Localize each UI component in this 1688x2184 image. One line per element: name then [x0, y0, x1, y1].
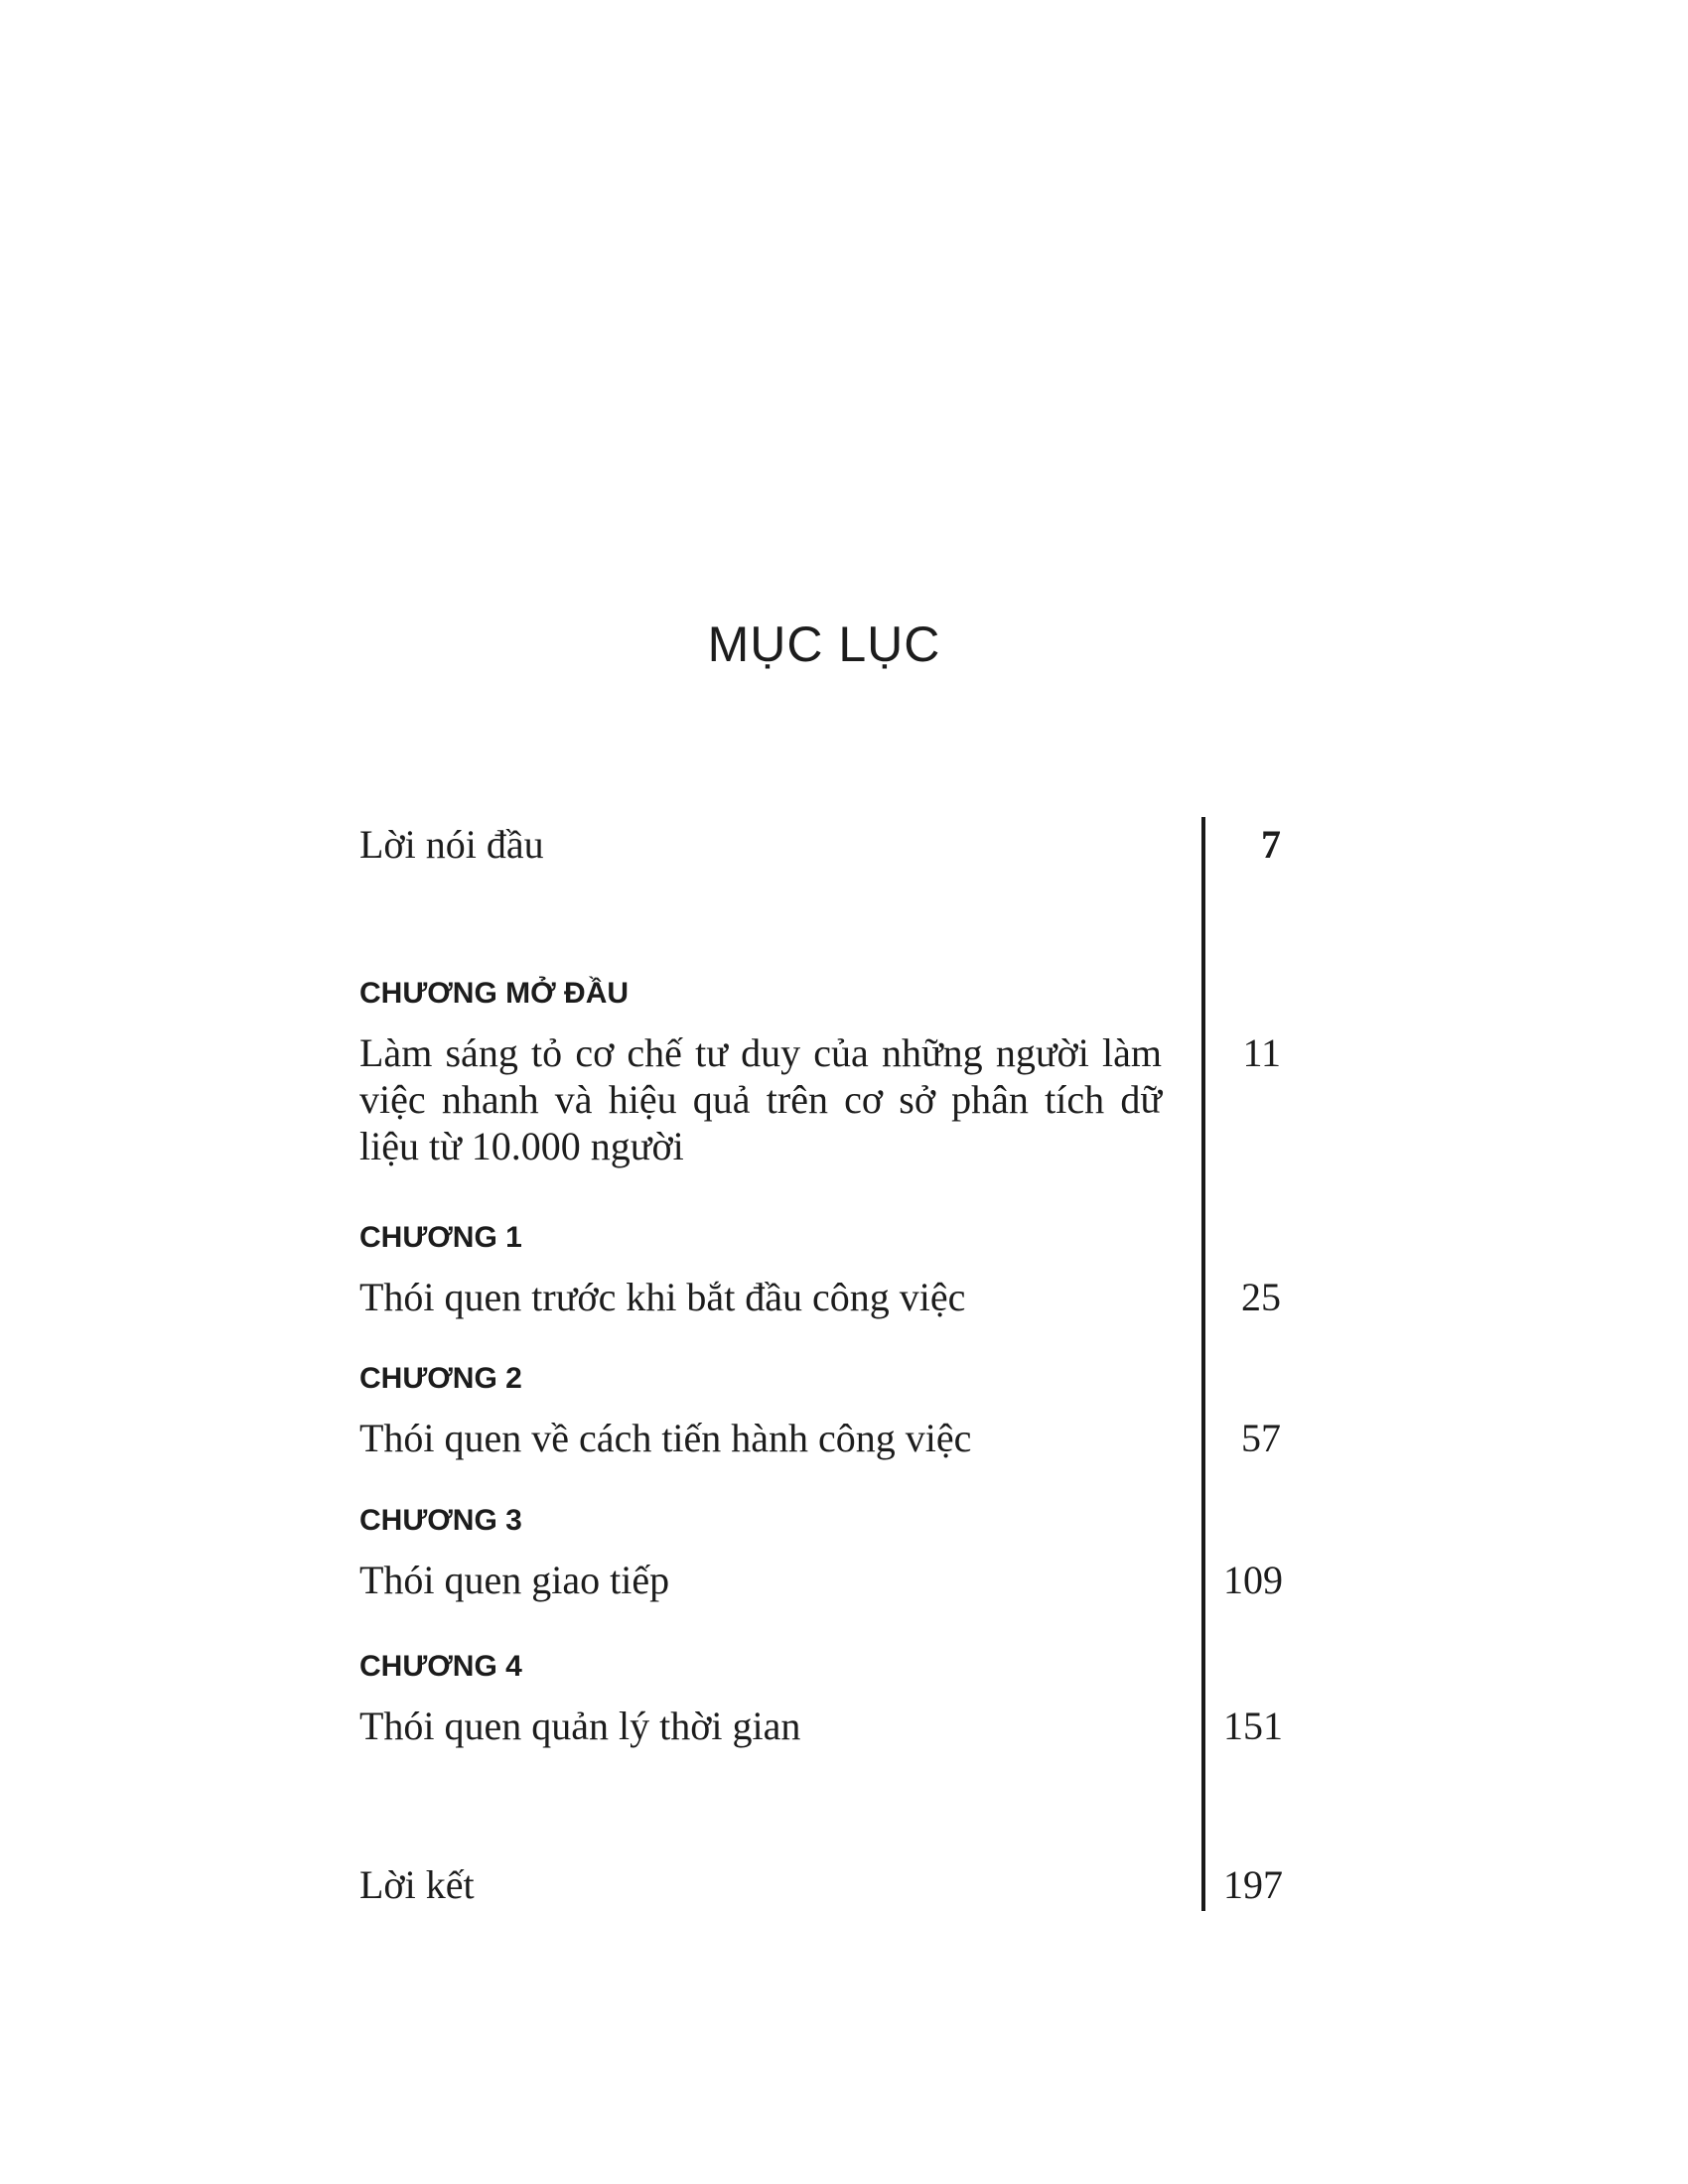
- chapter-label-4: CHƯƠNG 4: [359, 1650, 522, 1683]
- chapter-label-3: CHƯƠNG 3: [359, 1504, 522, 1537]
- toc-entry-chapter-1-title: Thói quen trước khi bắt đầu công việc: [359, 1275, 966, 1319]
- page-number: 11: [1242, 1030, 1281, 1075]
- table-of-contents: [359, 809, 1293, 1911]
- toc-entry-epilogue-title: Lời kết: [359, 1862, 475, 1907]
- toc-entry-preface-page: [1223, 821, 1688, 868]
- column-divider: [1201, 817, 1205, 1911]
- page-number: 57: [1241, 1416, 1281, 1460]
- toc-entry-chapter-2-page: [1223, 1415, 1688, 1461]
- page-number: 109: [1223, 1558, 1283, 1602]
- toc-entry-epilogue-page: [1223, 1861, 1688, 1908]
- page-title: MỤC LỤC: [707, 616, 941, 672]
- toc-entry-chapter-1-page: [1223, 1274, 1688, 1320]
- toc-entry-chapter-2-title: Thói quen về cách tiến hành công việc: [359, 1416, 972, 1460]
- toc-entry-chapter-4-page: [1223, 1703, 1688, 1749]
- page-number: 197: [1223, 1862, 1283, 1907]
- toc-entry-preface-title: Lời nói đầu: [359, 822, 544, 867]
- toc-entry-intro-title: Làm sáng tỏ cơ chế tư duy của những người làm việc nhanh và hiệu quả trên cơ sở phân tích dữ liệu từ 10.000 người: [359, 1030, 1162, 1168]
- page-number: 25: [1241, 1275, 1281, 1319]
- chapter-label-1: CHƯƠNG 1: [359, 1221, 522, 1254]
- toc-entry-chapter-4-title: Thói quen quản lý thời gian: [359, 1704, 801, 1748]
- toc-entry-intro-page: [1223, 1029, 1688, 1076]
- chapter-label-intro: CHƯƠNG MỞ ĐẦU: [359, 977, 630, 1010]
- page-number: 151: [1223, 1704, 1283, 1748]
- toc-entry-chapter-3-page: [1223, 1557, 1688, 1603]
- page-number: 7: [1261, 822, 1281, 867]
- chapter-label-2: CHƯƠNG 2: [359, 1362, 522, 1395]
- toc-entry-chapter-3-title: Thói quen giao tiếp: [359, 1558, 670, 1602]
